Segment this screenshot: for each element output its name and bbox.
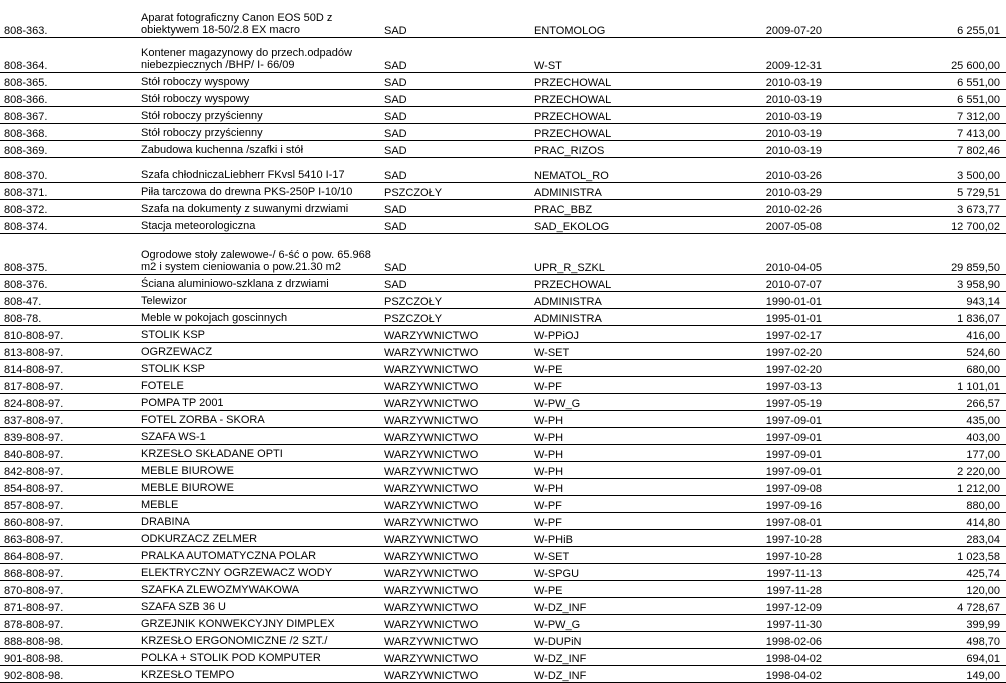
item-name-cell: SZAFKA ZLEWOZMYWAKOWA (137, 580, 380, 597)
location-code-cell: W-PE (530, 359, 696, 376)
table-row (0, 325, 1006, 342)
department-cell: SAD (380, 123, 530, 140)
acquisition-date-cell: 2010-03-29 (696, 182, 830, 199)
inventory-number-cell: 808-368. (0, 123, 137, 140)
item-name-cell: MEBLE BIUROWE (137, 461, 380, 478)
table-row (0, 427, 1006, 444)
inventory-number-cell: 871-808-97. (0, 597, 137, 614)
table-row (0, 182, 1006, 199)
location-code-cell: ADMINISTRA (530, 182, 696, 199)
inventory-number-cell: 808-374. (0, 216, 137, 233)
acquisition-date-cell: 2010-03-19 (696, 140, 830, 157)
item-value-cell: 435,00 (830, 410, 1006, 427)
item-name-cell: PRALKA AUTOMATYCZNA POLAR (137, 546, 380, 563)
department-cell: SAD (380, 233, 530, 274)
item-name-cell: Meble w pokojach goscinnych (137, 308, 380, 325)
department-cell: PSZCZOŁY (380, 308, 530, 325)
item-value-cell: 416,00 (830, 325, 1006, 342)
item-name-cell: Telewizor (137, 291, 380, 308)
item-name-cell: Stół roboczy wyspowy (137, 72, 380, 89)
inventory-number-cell: 808-369. (0, 140, 137, 157)
item-value-cell: 7 413,00 (830, 123, 1006, 140)
inventory-number-cell: 902-808-98. (0, 665, 137, 682)
location-code-cell: PRAC_BBZ (530, 199, 696, 216)
inventory-number-cell: 808-371. (0, 182, 137, 199)
department-cell: SAD (380, 199, 530, 216)
department-cell: WARZYWNICTWO (380, 393, 530, 410)
table-row (0, 495, 1006, 512)
location-code-cell: W-PH (530, 478, 696, 495)
table-row (0, 393, 1006, 410)
acquisition-date-cell: 1997-02-20 (696, 359, 830, 376)
item-value-cell: 1 836,07 (830, 308, 1006, 325)
table-row (0, 291, 1006, 308)
inventory-number-cell: 808-364. (0, 37, 137, 72)
item-value-cell: 4 728,67 (830, 597, 1006, 614)
inventory-number-cell: 808-376. (0, 274, 137, 291)
department-cell: WARZYWNICTWO (380, 614, 530, 631)
location-code-cell: W-SPGU (530, 563, 696, 580)
location-code-cell: PRZECHOWAL (530, 106, 696, 123)
table-row (0, 478, 1006, 495)
item-value-cell: 6 551,00 (830, 89, 1006, 106)
item-value-cell: 25 600,00 (830, 37, 1006, 72)
acquisition-date-cell: 2009-12-31 (696, 37, 830, 72)
table-row (0, 233, 1006, 274)
item-value-cell: 5 729,51 (830, 182, 1006, 199)
location-code-cell: W-PPiOJ (530, 325, 696, 342)
inventory-number-cell: 813-808-97. (0, 342, 137, 359)
department-cell: SAD (380, 106, 530, 123)
department-cell: WARZYWNICTWO (380, 529, 530, 546)
item-value-cell: 12 700,02 (830, 216, 1006, 233)
inventory-number-cell: 860-808-97. (0, 512, 137, 529)
location-code-cell: ADMINISTRA (530, 291, 696, 308)
table-row (0, 563, 1006, 580)
item-value-cell: 414,80 (830, 512, 1006, 529)
item-value-cell: 1 101,01 (830, 376, 1006, 393)
inventory-number-cell: 808-78. (0, 308, 137, 325)
inventory-number-cell: 863-808-97. (0, 529, 137, 546)
department-cell: WARZYWNICTWO (380, 478, 530, 495)
inventory-number-cell: 878-808-97. (0, 614, 137, 631)
department-cell: WARZYWNICTWO (380, 580, 530, 597)
acquisition-date-cell: 1997-03-13 (696, 376, 830, 393)
table-row (0, 631, 1006, 648)
department-cell: WARZYWNICTWO (380, 546, 530, 563)
department-cell: WARZYWNICTWO (380, 410, 530, 427)
item-name-cell: Szafa chłodniczaLiebherr FKvsl 5410 I-17 (137, 157, 380, 182)
inventory-number-cell: 854-808-97. (0, 478, 137, 495)
item-value-cell: 943,14 (830, 291, 1006, 308)
item-name-cell: POMPA TP 2001 (137, 393, 380, 410)
item-name-cell: Szafa na dokumenty z suwanymi drzwiami (137, 199, 380, 216)
inventory-number-cell: 808-363. (0, 0, 137, 37)
department-cell: WARZYWNICTWO (380, 648, 530, 665)
item-name-cell: MEBLE BIUROWE (137, 478, 380, 495)
item-value-cell: 880,00 (830, 495, 1006, 512)
item-name-cell: Stacja meteorologiczna (137, 216, 380, 233)
item-name-cell: FOTEL ZORBA - SKORA (137, 410, 380, 427)
table-row (0, 216, 1006, 233)
location-code-cell: W-ST (530, 37, 696, 72)
location-code-cell: W-PHiB (530, 529, 696, 546)
item-value-cell: 694,01 (830, 648, 1006, 665)
acquisition-date-cell: 1997-10-28 (696, 529, 830, 546)
inventory-number-cell: 901-808-98. (0, 648, 137, 665)
item-name-cell: Stół roboczy przyścienny (137, 123, 380, 140)
department-cell: WARZYWNICTWO (380, 563, 530, 580)
table-row (0, 123, 1006, 140)
department-cell: PSZCZOŁY (380, 182, 530, 199)
table-row (0, 410, 1006, 427)
item-value-cell: 2 220,00 (830, 461, 1006, 478)
table-row (0, 665, 1006, 682)
table-row (0, 597, 1006, 614)
item-value-cell: 29 859,50 (830, 233, 1006, 274)
inventory-number-cell: 870-808-97. (0, 580, 137, 597)
item-name-cell: SZAFA WS-1 (137, 427, 380, 444)
department-cell: WARZYWNICTWO (380, 376, 530, 393)
acquisition-date-cell: 1997-09-01 (696, 444, 830, 461)
table-row (0, 580, 1006, 597)
department-cell: WARZYWNICTWO (380, 359, 530, 376)
acquisition-date-cell: 1997-09-01 (696, 461, 830, 478)
item-value-cell: 266,57 (830, 393, 1006, 410)
inventory-number-cell: 839-808-97. (0, 427, 137, 444)
department-cell: WARZYWNICTWO (380, 665, 530, 682)
item-name-cell: POLKA + STOLIK POD KOMPUTER (137, 648, 380, 665)
department-cell: SAD (380, 0, 530, 37)
acquisition-date-cell: 2010-03-26 (696, 157, 830, 182)
department-cell: PSZCZOŁY (380, 291, 530, 308)
acquisition-date-cell: 2010-03-19 (696, 106, 830, 123)
inventory-number-cell: 808-372. (0, 199, 137, 216)
inventory-number-cell: 868-808-97. (0, 563, 137, 580)
department-cell: WARZYWNICTWO (380, 512, 530, 529)
department-cell: WARZYWNICTWO (380, 597, 530, 614)
inventory-number-cell: 808-366. (0, 89, 137, 106)
acquisition-date-cell: 2010-04-05 (696, 233, 830, 274)
department-cell: SAD (380, 37, 530, 72)
acquisition-date-cell: 2010-02-26 (696, 199, 830, 216)
acquisition-date-cell: 1997-09-01 (696, 427, 830, 444)
table-row (0, 648, 1006, 665)
location-code-cell: NEMATOL_RO (530, 157, 696, 182)
location-code-cell: PRAC_RIZOS (530, 140, 696, 157)
acquisition-date-cell: 1990-01-01 (696, 291, 830, 308)
department-cell: SAD (380, 157, 530, 182)
table-row (0, 308, 1006, 325)
acquisition-date-cell: 1997-05-19 (696, 393, 830, 410)
acquisition-date-cell: 1997-02-17 (696, 325, 830, 342)
acquisition-date-cell: 1997-09-01 (696, 410, 830, 427)
item-value-cell: 6 551,00 (830, 72, 1006, 89)
location-code-cell: ADMINISTRA (530, 308, 696, 325)
item-value-cell: 1 023,58 (830, 546, 1006, 563)
acquisition-date-cell: 1998-04-02 (696, 648, 830, 665)
department-cell: WARZYWNICTWO (380, 461, 530, 478)
item-name-cell: KRZESŁO TEMPO (137, 665, 380, 682)
table-row (0, 199, 1006, 216)
location-code-cell: PRZECHOWAL (530, 72, 696, 89)
item-name-cell: Stół roboczy wyspowy (137, 89, 380, 106)
table-row (0, 444, 1006, 461)
item-value-cell: 177,00 (830, 444, 1006, 461)
acquisition-date-cell: 1997-09-16 (696, 495, 830, 512)
department-cell: SAD (380, 216, 530, 233)
item-name-cell: Aparat fotograficzny Canon EOS 50D z obiektywem 18-50/2.8 EX macro (137, 0, 380, 37)
location-code-cell: W-DZ_INF (530, 597, 696, 614)
table-row (0, 37, 1006, 72)
department-cell: WARZYWNICTWO (380, 444, 530, 461)
inventory-number-cell: 888-808-98. (0, 631, 137, 648)
location-code-cell: UPR_R_SZKL (530, 233, 696, 274)
location-code-cell: W-PH (530, 461, 696, 478)
table-row (0, 157, 1006, 182)
department-cell: SAD (380, 89, 530, 106)
inventory-number-cell: 808-367. (0, 106, 137, 123)
item-value-cell: 6 255,01 (830, 0, 1006, 37)
table-row (0, 614, 1006, 631)
acquisition-date-cell: 1995-01-01 (696, 308, 830, 325)
item-value-cell: 3 673,77 (830, 199, 1006, 216)
location-code-cell: W-PH (530, 444, 696, 461)
item-value-cell: 680,00 (830, 359, 1006, 376)
table-row (0, 72, 1006, 89)
item-value-cell: 403,00 (830, 427, 1006, 444)
inventory-number-cell: 857-808-97. (0, 495, 137, 512)
item-name-cell: STOLIK KSP (137, 359, 380, 376)
item-value-cell: 120,00 (830, 580, 1006, 597)
item-name-cell: Stół roboczy przyścienny (137, 106, 380, 123)
item-value-cell: 3 958,90 (830, 274, 1006, 291)
item-name-cell: DRABINA (137, 512, 380, 529)
table-row (0, 529, 1006, 546)
item-name-cell: OGRZEWACZ (137, 342, 380, 359)
item-value-cell: 399,99 (830, 614, 1006, 631)
item-name-cell: Piła tarczowa do drewna PKS-250P I-10/10 (137, 182, 380, 199)
item-value-cell: 1 212,00 (830, 478, 1006, 495)
acquisition-date-cell: 1997-02-20 (696, 342, 830, 359)
inventory-number-cell: 808-365. (0, 72, 137, 89)
table-row (0, 512, 1006, 529)
table-row (0, 376, 1006, 393)
acquisition-date-cell: 1998-04-02 (696, 665, 830, 682)
location-code-cell: W-PF (530, 512, 696, 529)
acquisition-date-cell: 1997-11-13 (696, 563, 830, 580)
item-name-cell: STOLIK KSP (137, 325, 380, 342)
inventory-number-cell: 864-808-97. (0, 546, 137, 563)
item-value-cell: 7 802,46 (830, 140, 1006, 157)
location-code-cell: W-PW_G (530, 393, 696, 410)
item-name-cell: Ogrodowe stoły zalewowe-/ 6-ść o pow. 65.968 m2 i system cieniowania o pow.21.30 m2 (137, 233, 380, 274)
department-cell: WARZYWNICTWO (380, 342, 530, 359)
department-cell: SAD (380, 274, 530, 291)
department-cell: WARZYWNICTWO (380, 427, 530, 444)
location-code-cell: W-DZ_INF (530, 665, 696, 682)
item-name-cell: ODKURZACZ ZELMER (137, 529, 380, 546)
item-name-cell: Kontener magazynowy do przech.odpadów niebezpiecznych /BHP/ I- 66/09 (137, 37, 380, 72)
acquisition-date-cell: 2010-03-19 (696, 72, 830, 89)
item-value-cell: 283,04 (830, 529, 1006, 546)
item-value-cell: 498,70 (830, 631, 1006, 648)
department-cell: WARZYWNICTWO (380, 325, 530, 342)
acquisition-date-cell: 2010-03-19 (696, 89, 830, 106)
item-value-cell: 524,60 (830, 342, 1006, 359)
item-name-cell: GRZEJNIK KONWEKCYJNY DIMPLEX (137, 614, 380, 631)
inventory-number-cell: 840-808-97. (0, 444, 137, 461)
department-cell: WARZYWNICTWO (380, 495, 530, 512)
item-name-cell: Ściana aluminiowo-szklana z drzwiami (137, 274, 380, 291)
location-code-cell: W-SET (530, 342, 696, 359)
table-row (0, 106, 1006, 123)
location-code-cell: W-DUPiN (530, 631, 696, 648)
table-row (0, 89, 1006, 106)
location-code-cell: SAD_EKOLOG (530, 216, 696, 233)
inventory-number-cell: 814-808-97. (0, 359, 137, 376)
location-code-cell: W-DZ_INF (530, 648, 696, 665)
department-cell: WARZYWNICTWO (380, 631, 530, 648)
item-name-cell: KRZESŁO ERGONOMICZNE /2 SZT./ (137, 631, 380, 648)
inventory-number-cell: 817-808-97. (0, 376, 137, 393)
inventory-number-cell: 808-375. (0, 233, 137, 274)
inventory-number-cell: 808-47. (0, 291, 137, 308)
acquisition-date-cell: 2009-07-20 (696, 0, 830, 37)
acquisition-date-cell: 1997-09-08 (696, 478, 830, 495)
item-name-cell: KRZESŁO SKŁADANE OPTI (137, 444, 380, 461)
inventory-number-cell: 808-370. (0, 157, 137, 182)
item-value-cell: 7 312,00 (830, 106, 1006, 123)
acquisition-date-cell: 2010-03-19 (696, 123, 830, 140)
acquisition-date-cell: 1997-11-30 (696, 614, 830, 631)
location-code-cell: PRZECHOWAL (530, 123, 696, 140)
department-cell: SAD (380, 72, 530, 89)
location-code-cell: W-PH (530, 427, 696, 444)
table-row (0, 359, 1006, 376)
location-code-cell: PRZECHOWAL (530, 89, 696, 106)
acquisition-date-cell: 2007-05-08 (696, 216, 830, 233)
acquisition-date-cell: 1998-02-06 (696, 631, 830, 648)
location-code-cell: W-PH (530, 410, 696, 427)
location-code-cell: W-PW_G (530, 614, 696, 631)
item-name-cell: Zabudowa kuchenna /szafki i stół (137, 140, 380, 157)
inventory-number-cell: 842-808-97. (0, 461, 137, 478)
location-code-cell: ENTOMOLOG (530, 0, 696, 37)
acquisition-date-cell: 1997-10-28 (696, 546, 830, 563)
inventory-number-cell: 824-808-97. (0, 393, 137, 410)
table-row (0, 274, 1006, 291)
location-code-cell: W-PE (530, 580, 696, 597)
table-row (0, 546, 1006, 563)
acquisition-date-cell: 1997-12-09 (696, 597, 830, 614)
item-value-cell: 425,74 (830, 563, 1006, 580)
location-code-cell: W-PF (530, 376, 696, 393)
inventory-number-cell: 810-808-97. (0, 325, 137, 342)
table-row (0, 461, 1006, 478)
item-name-cell: FOTELE (137, 376, 380, 393)
location-code-cell: W-SET (530, 546, 696, 563)
acquisition-date-cell: 1997-08-01 (696, 512, 830, 529)
item-name-cell: SZAFA SZB 36 U (137, 597, 380, 614)
acquisition-date-cell: 1997-11-28 (696, 580, 830, 597)
department-cell: SAD (380, 140, 530, 157)
item-value-cell: 3 500,00 (830, 157, 1006, 182)
item-name-cell: ELEKTRYCZNY OGRZEWACZ WODY (137, 563, 380, 580)
acquisition-date-cell: 2010-07-07 (696, 274, 830, 291)
item-value-cell: 149,00 (830, 665, 1006, 682)
location-code-cell: PRZECHOWAL (530, 274, 696, 291)
item-name-cell: MEBLE (137, 495, 380, 512)
table-row (0, 342, 1006, 359)
inventory-number-cell: 837-808-97. (0, 410, 137, 427)
table-row (0, 0, 1006, 37)
location-code-cell: W-PF (530, 495, 696, 512)
table-row (0, 140, 1006, 157)
